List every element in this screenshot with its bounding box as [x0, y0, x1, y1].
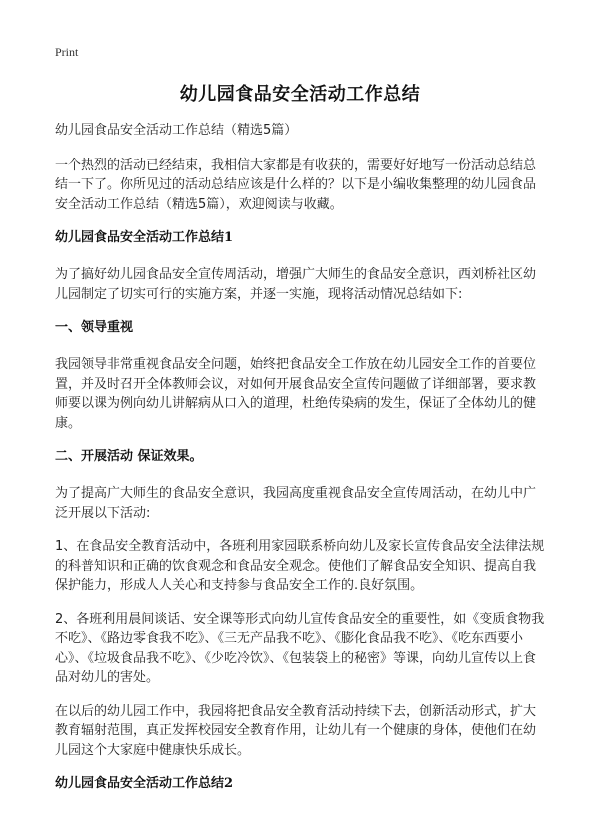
section-heading-2: 幼儿园食品安全活动工作总结2 [55, 776, 234, 791]
subheading-leadership: 一、领导重视 [55, 320, 134, 335]
subheading-activities: 二、开展活动 保证效果。 [55, 449, 203, 464]
section-heading-1: 幼儿园食品安全活动工作总结1 [55, 230, 234, 245]
closing-paragraph: 在以后的幼儿园工作中，我园将把食品安全教育活动持续下去，创新活动形式，扩大教育辐射范围，真正发挥校园安全教育作用，让幼儿有一个健康的身体，使他们在幼儿园这个大家庭中健康快乐成长。 [55, 703, 537, 758]
page-title: 幼儿园食品安全活动工作总结 [179, 84, 421, 105]
activity-item-1: 1、在食品安全教育活动中，各班利用家园联系桥向幼儿及家长宣传食品安全法律法规的科普知识和正确的饮食观念和食品安全观念。使他们了解食品安全知识、提高自我保护能力，形成人人关心和支持参与食品安全工作的.良好氛围。 [55, 539, 545, 593]
section-intro-paragraph: 为了搞好幼儿园食品安全宣传周活动，增强广大师生的食品安全意识，西刘桥社区幼儿园制定了切实可行的实施方案，并逐一实施，现将活动情况总结如下: [55, 267, 537, 302]
activity-item-2: 2、各班利用晨间谈话、安全课等形式向幼儿宣传食品安全的重要性，如《变质食物我不吃》、《路边零食我不吃》、《三无产品我不吃》、《膨化食品我不吃》、《吃东西要小心》、《垃圾食品我不吃》、《少吃冷饮》、《包装袋上的秘密》等课，向幼儿宣传以上食品对幼儿的害处。 [55, 611, 545, 685]
article-subtitle: 幼儿园食品安全活动工作总结（精选5篇） [55, 123, 298, 138]
leadership-paragraph: 我园领导非常重视食品安全问题，始终把食品安全工作放在幼儿园安全工作的首要位置，并及时召开全体教师会议，对如何开展食品安全宣传问题做了详细部署，要求教师要以课为例向幼儿讲解病从口入的道理，杜绝传染病的发生，保证了全体幼儿的健康。 [55, 357, 537, 431]
article-body [55, 121, 548, 811]
print-link[interactable]: Print [55, 45, 79, 59]
intro-paragraph: 一个热烈的活动已经结束，我相信大家都是有收获的，需要好好地写一份活动总结总结一下了。你所见过的活动总结应该是什么样的？以下是小编收集整理的幼儿园食品安全活动工作总结（精选5篇），欢迎阅读与收藏。 [55, 157, 537, 212]
activities-intro-paragraph: 为了提高广大师生的食品安全意识，我园高度重视食品安全宣传周活动，在幼儿中广泛开展以下活动: [55, 486, 537, 521]
